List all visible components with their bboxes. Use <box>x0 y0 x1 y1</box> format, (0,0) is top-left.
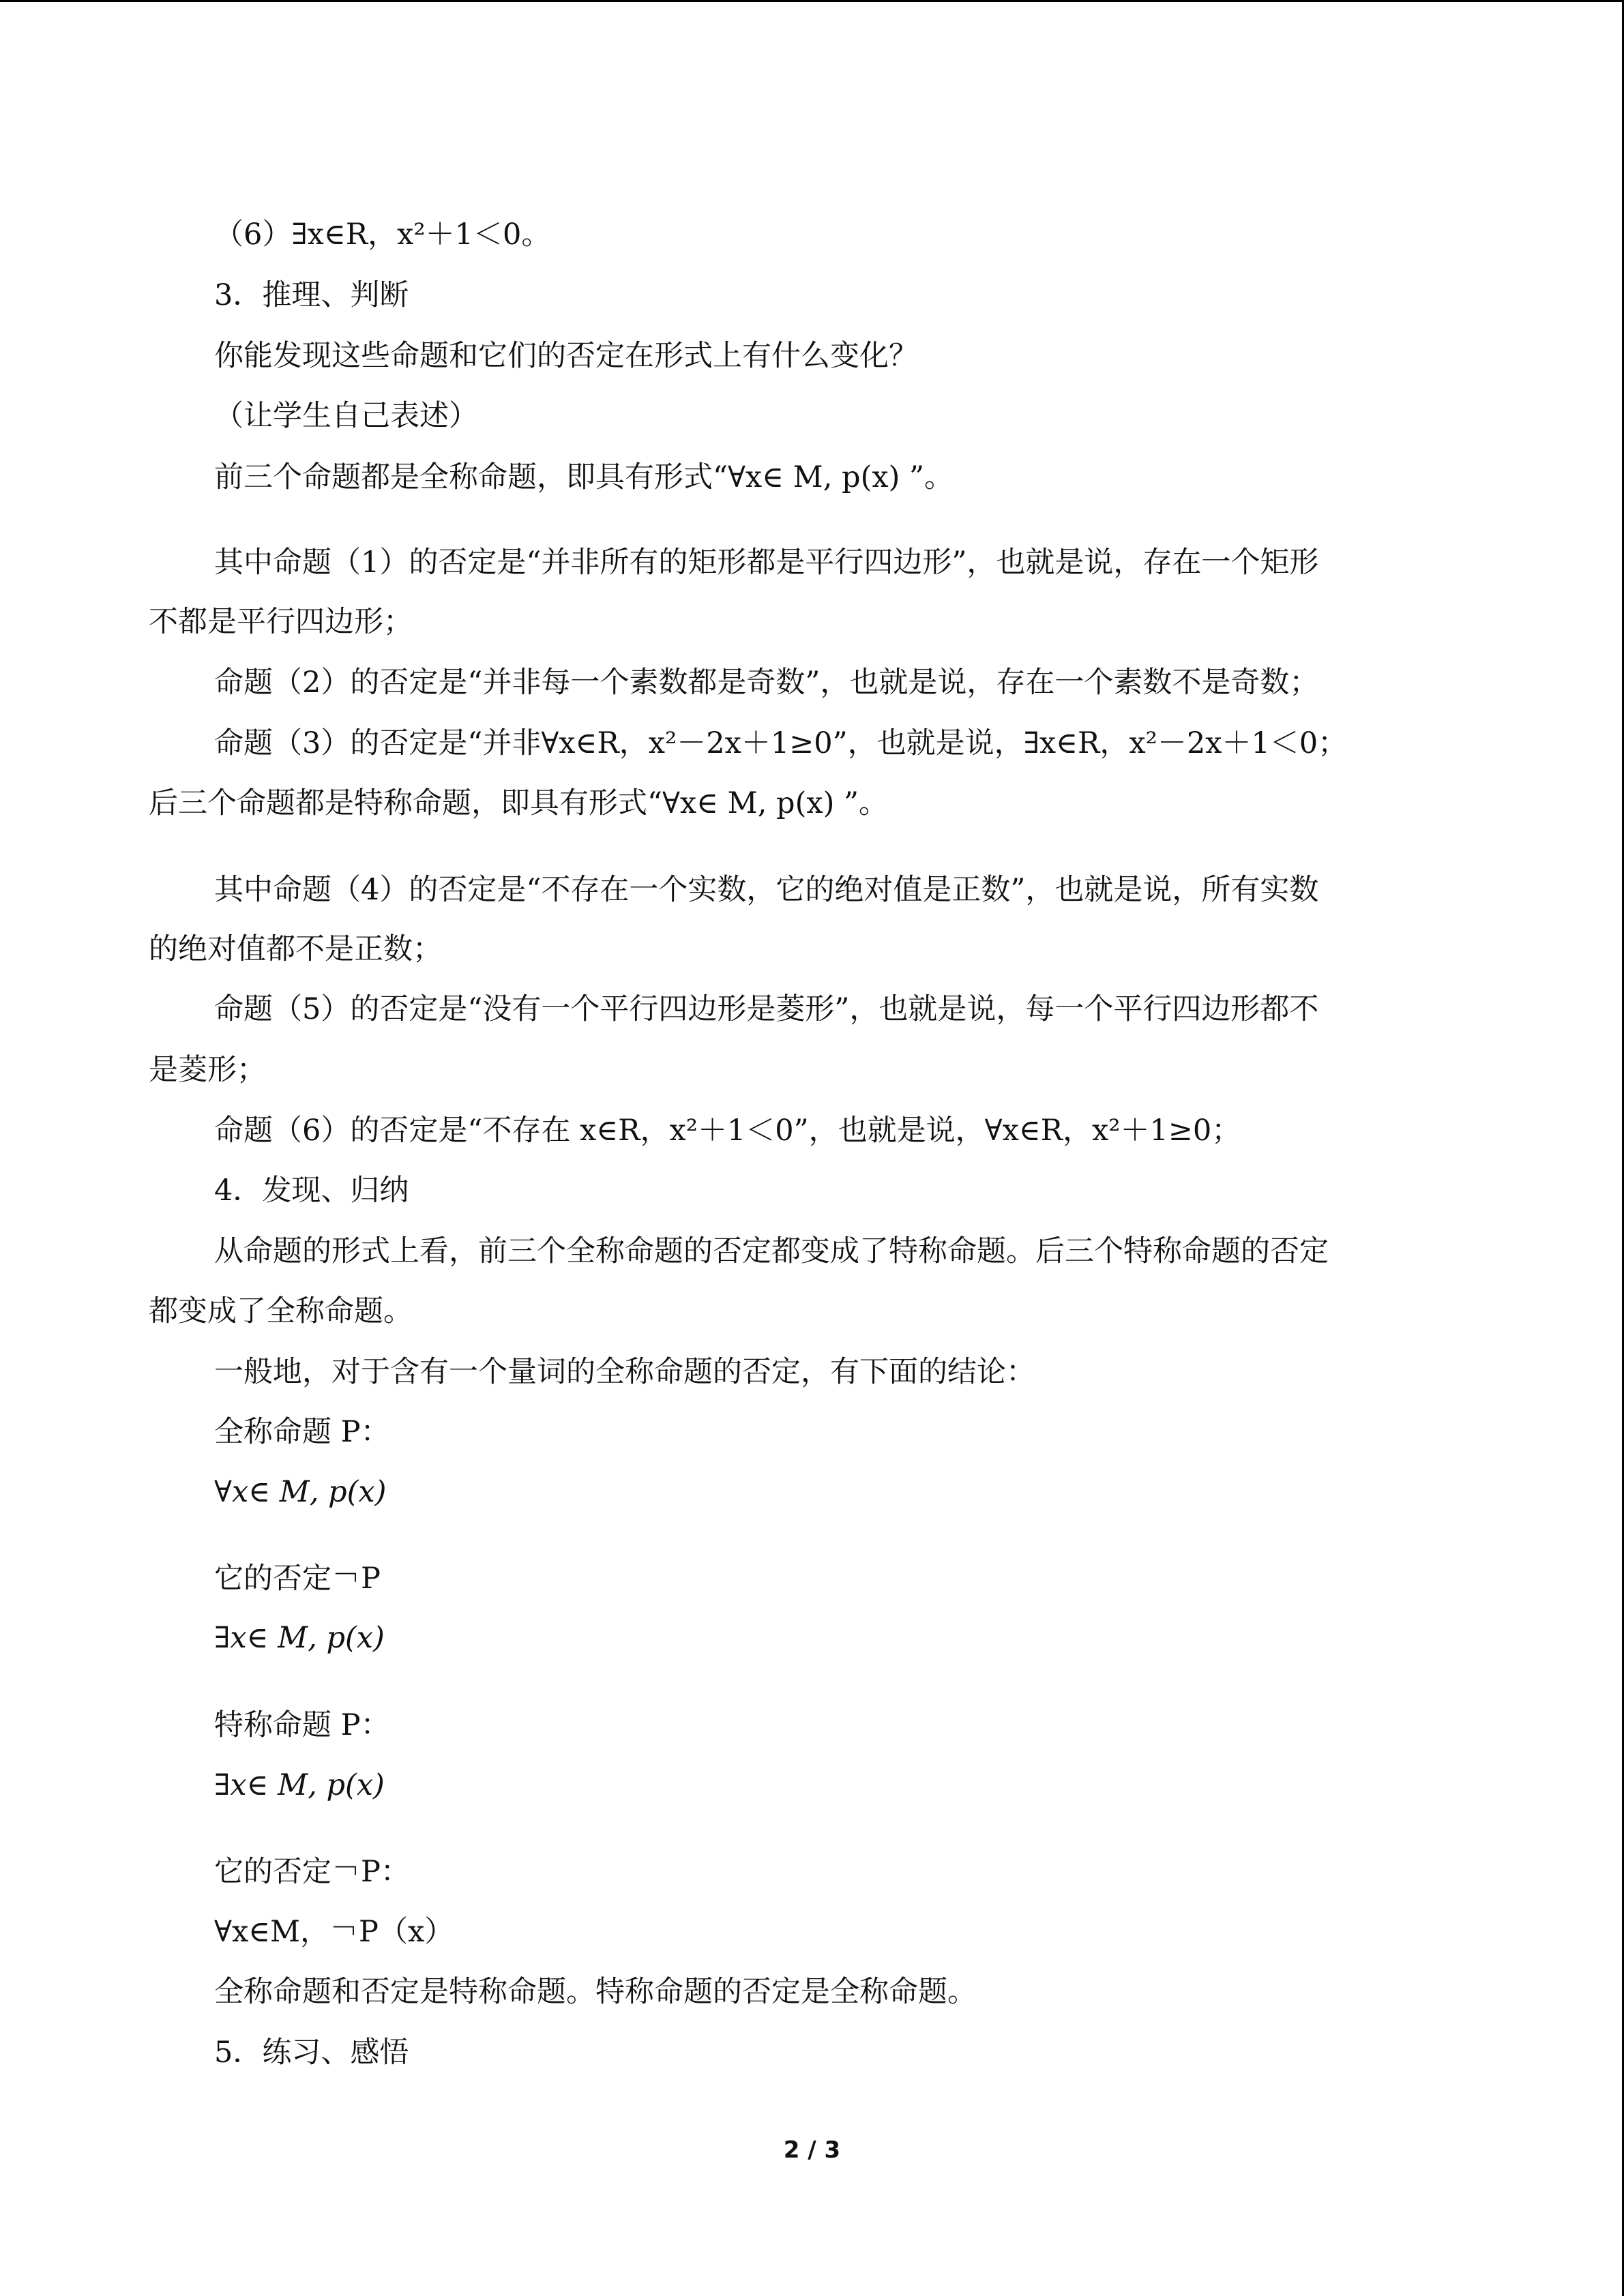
heading-practice: 5．练习、感悟 <box>214 2036 409 2070</box>
formula-universal: ∀x∈ M, p(x) <box>214 1475 387 1509</box>
line-question: 你能发现这些命题和它们的否定在形式上有什么变化？ <box>214 339 918 373</box>
line-existential-p-label: 特称命题 P： <box>214 1708 390 1742</box>
heading-reasoning: 3．推理、判断 <box>214 278 409 312</box>
line-observation-a: 从命题的形式上看，前三个全称命题的否定都变成了特称命题。后三个特称命题的否定 <box>214 1234 1329 1268</box>
line-negation-label-2: 它的否定￢P： <box>214 1855 410 1889</box>
line-negation-4a: 其中命题（4）的否定是“不存在一个实数，它的绝对值是正数”，也就是说，所有实数 <box>214 873 1319 907</box>
formula-existential-1: ∃x∈ M, p(x) <box>214 1621 385 1655</box>
formula-existential-2: ∃x∈ M, p(x) <box>214 1768 385 1802</box>
line-negation-5a: 命题（5）的否定是“没有一个平行四边形是菱形”，也就是说，每一个平行四边形都不 <box>214 992 1319 1026</box>
line-general-conclusion: 一般地，对于含有一个量词的全称命题的否定，有下面的结论： <box>214 1355 1035 1389</box>
line-negation-1a: 其中命题（1）的否定是“并非所有的矩形都是平行四边形”，也就是说，存在一个矩形 <box>214 546 1319 580</box>
line-negation-4b: 的绝对值都不是正数； <box>149 932 442 966</box>
line-existential-form: 后三个命题都是特称命题，即具有形式“∀x∈ M, p(x) ”。 <box>149 786 889 820</box>
line-negation-2: 命题（2）的否定是“并非每一个素数都是奇数”，也就是说，存在一个素数不是奇数； <box>214 666 1319 700</box>
line-negation-label-1: 它的否定￢P <box>214 1562 381 1596</box>
line-summary: 全称命题和否定是特称命题。特称命题的否定是全称命题。 <box>214 1975 977 2009</box>
line-negation-6: 命题（6）的否定是“不存在 x∈R，x²＋1＜0”，也就是说，∀x∈R，x²＋1≥0； <box>214 1114 1241 1148</box>
line-universal-form: 前三个命题都是全称命题，即具有形式“∀x∈ M, p(x) ”。 <box>214 460 954 494</box>
line-prop-6: （6）∃x∈R，x²＋1＜0。 <box>214 218 551 252</box>
page-number: 2 / 3 <box>783 2136 841 2164</box>
formula-universal-negated: ∀x∈M，￢P（x） <box>214 1915 454 1949</box>
line-observation-b: 都变成了全称命题。 <box>149 1294 413 1328</box>
line-student-note: （让学生自己表述） <box>214 399 478 433</box>
line-universal-p-label: 全称命题 P： <box>214 1415 390 1449</box>
line-negation-5b: 是菱形； <box>149 1053 266 1087</box>
heading-discover: 4．发现、归纳 <box>214 1174 409 1208</box>
line-negation-3: 命题（3）的否定是“并非∀x∈R，x²－2x＋1≥0”，也就是说，∃x∈R，x²－2x＋1＜0； <box>214 726 1348 760</box>
line-negation-1b: 不都是平行四边形； <box>149 605 413 639</box>
